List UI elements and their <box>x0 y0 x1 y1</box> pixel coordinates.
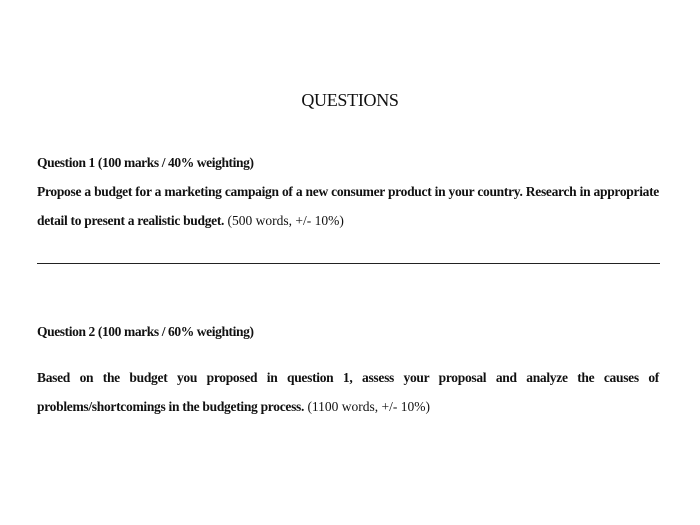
question-2-word-limit: (1100 words, +/- 10%) <box>307 399 431 414</box>
question-1-word-limit: (500 words, +/- 10%) <box>227 213 344 228</box>
question-1-title: Question 1 (100 marks / 40% weighting) <box>37 155 254 170</box>
question-1-prompt: Propose a budget for a marketing campaign of a new consumer product in your country. Research in appropriate detail to present a realistic budget. <box>37 184 659 228</box>
section-divider <box>37 263 660 264</box>
question-1-body <box>37 177 659 235</box>
page-title: QUESTIONS <box>301 90 399 110</box>
question-2-body <box>37 363 659 421</box>
question-2-prompt: Based on the budget you proposed in question 1, assess your proposal and analyze the causes of problems/shortcomings in the budgeting process. <box>37 370 659 414</box>
question-2-title: Question 2 (100 marks / 60% weighting) <box>37 324 254 339</box>
